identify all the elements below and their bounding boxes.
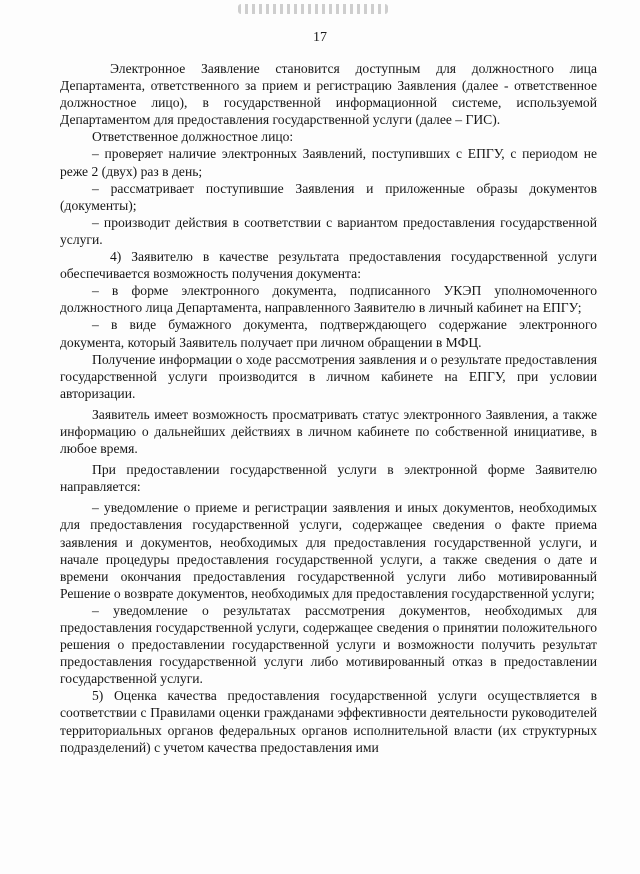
list-item: – проверяет наличие электронных Заявлений, поступивших с ЕПГУ, с периодом не реже 2 (двух) раз в день; [60, 146, 597, 179]
paragraph: 4) Заявителю в качестве результата предоставления государственной услуги обеспечивается возможность получения документа: [60, 249, 597, 282]
list-item: – уведомление о приеме и регистрации заявления и иных документов, необходимых для предоставления государственной услуги, содержащее сведения о факте приема заявления и документов, необходимых для предоставления государственной услуги, и начале процедуры предоставления государственной услуги, а также сведения о дате и времени окончания предоставления государственной услуги либо мотивированный Решение о возврате документов, необходимых для предоставления государственной услуги; [60, 500, 597, 601]
paragraph: При предоставлении государственной услуги в электронной форме Заявителю направляется: [60, 462, 597, 495]
paragraph: 5) Оценка качества предоставления государственной услуги осуществляется в соответствии с Правилами оценки гражданами эффективности деятельности руководителей территориальных органов федеральных органов исполнительной власти (их структурных подразделений) с учетом качества предоставления ими [60, 688, 597, 755]
list-item: – уведомление о результатах рассмотрения документов, необходимых для предоставления государственной услуги, содержащее сведения о принятии положительного решения о предоставлении государственной услуги и возможности получить результат предоставления государственной услуги либо мотивированный отказ в предоставлении государственной услуги. [60, 602, 597, 687]
document-body [60, 60, 597, 756]
page-number: 17 [313, 30, 327, 45]
list-item: – производит действия в соответствии с вариантом предоставления государственной услуги. [60, 214, 597, 247]
paragraph: Электронное Заявление становится доступным для должностного лица Департамента, ответственного за прием и регистрацию Заявления (далее - ответственное должностное лицо), в государственной информационной системе, используемой Департаментом для предоставления государственной услуги (далее – ГИС). [60, 61, 597, 128]
list-item: – в форме электронного документа, подписанного УКЭП уполномоченного должностного лица Департамента, направленного Заявителю в личный кабинет на ЕПГУ; [60, 283, 597, 316]
scan-artifact [238, 4, 388, 14]
list-item: – в виде бумажного документа, подтверждающего содержание электронного документа, который Заявитель получает при личном обращении в МФЦ. [60, 317, 597, 350]
list-item: – рассматривает поступившие Заявления и приложенные образы документов (документы); [60, 180, 597, 213]
paragraph: Получение информации о ходе рассмотрения заявления и о результате предоставления государственной услуги производится в личном кабинете на ЕПГУ, при условии авторизации. [60, 351, 597, 401]
paragraph: Заявитель имеет возможность просматривать статус электронного Заявления, а также информацию о дальнейших действиях в личном кабинете по собственной инициативе, в любое время. [60, 406, 597, 457]
paragraph: Ответственное должностное лицо: [92, 129, 294, 145]
